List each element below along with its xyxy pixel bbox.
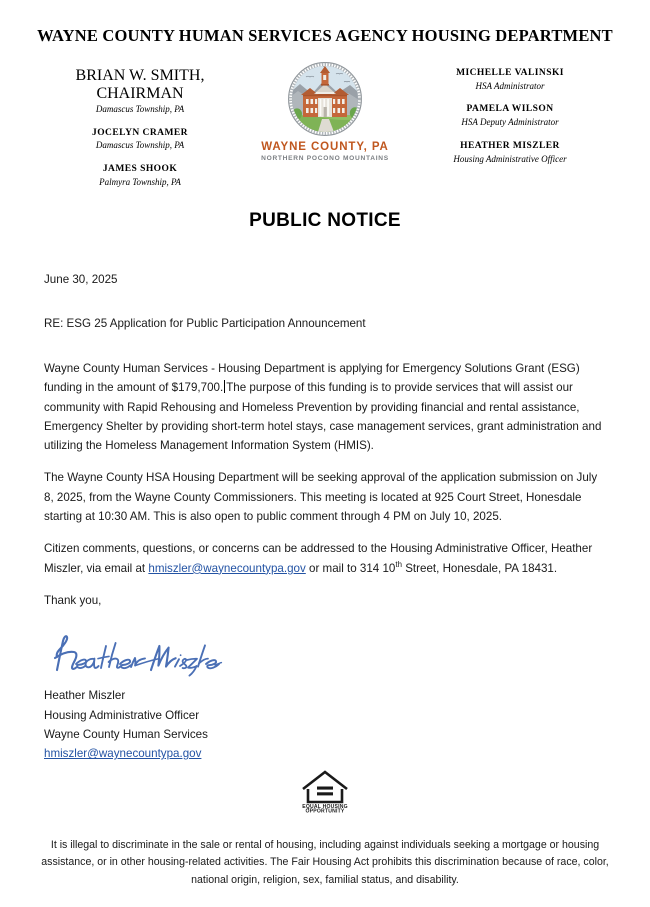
letter-closing: Thank you, [44, 593, 102, 607]
handwritten-signature-icon [49, 630, 224, 682]
signer-name: Heather Miszler [44, 689, 126, 703]
letterhead [0, 62, 650, 188]
official-subtitle: Palmyra Township, PA [99, 176, 181, 187]
official-name: MICHELLE VALINSKI [456, 68, 564, 78]
official-name: PAMELA WILSON [466, 104, 554, 115]
paragraph-comments-part-2: or mail to 314 10 [305, 561, 396, 575]
right-officials-list [400, 62, 620, 165]
official-name: JOCELYN CRAMER [92, 127, 188, 138]
email-link-hmiszler[interactable]: hmiszler@waynecountypa.gov [148, 561, 306, 575]
official-name: JAMES SHOOK [102, 164, 178, 174]
official-subtitle: Damascus Township, PA [95, 104, 185, 114]
fair-housing-disclaimer: It is illegal to discriminate in the sale or rental of housing, including against individuals seeking a mortgage or housing assistance, or in other housing-related activities. The Fair Housing Act prohibits this discrimination because of race, color, national origin, religion, sex, familial status, and disability. [41, 838, 609, 886]
county-seal [266, 62, 384, 140]
letter-subject: RE: ESG 25 Application for Public Participation Announcement [44, 316, 366, 330]
equal-housing-opportunity-icon [299, 768, 351, 814]
official-entry [400, 140, 620, 165]
page-title: WAYNE COUNTY HUMAN SERVICES AGENCY HOUSING DEPARTMENT [37, 26, 613, 45]
letter-body [0, 270, 650, 763]
signer-title: Housing Administrative Officer [44, 708, 200, 722]
paragraph-funding [44, 359, 605, 455]
left-officials-list [30, 62, 250, 188]
paragraph-comments-part-1: Citizen comments, questions, or concerns can be addressed to the Housing Administrative Officer, Heather Miszler, via email at [44, 542, 593, 575]
county-seal-block [250, 62, 400, 162]
paragraph-approval: The Wayne County HSA Housing Department will be seeking approval of the application submission on July 8, 2025, from the Wayne County Commissioners. This meeting is located at 925 Court Street, Honesdale starting at 10:30 AM. This is also open to public comment through 4 PM on July 10, 2025. [44, 471, 598, 524]
signature-details [44, 686, 605, 763]
wayne-county-courthouse-seal-icon [266, 62, 384, 140]
ordinal-suffix: th [395, 559, 402, 569]
document-footer [0, 768, 650, 890]
eho-label-line-1: EQUAL HOUSING [302, 803, 348, 810]
paragraph-funding-text-after-caret: The purpose of this funding is to provide services that will assist our community with Rapid Rehousing and Homeless Prevention by providing financial and rental assistance, Emergency Shelter by providing short-term hotel stays, case management services, grant administration and utilizing the Homeless Management Information System (HMIS). [44, 381, 602, 453]
letter-date: June 30, 2025 [44, 273, 118, 287]
official-entry [30, 67, 250, 116]
official-subtitle: Damascus Township, PA [95, 140, 185, 151]
signer-email-link[interactable]: hmiszler@waynecountypa.gov [44, 747, 202, 761]
official-entry [30, 127, 250, 152]
seal-name: WAYNE COUNTY, PA [261, 141, 389, 153]
official-entry [400, 103, 620, 128]
official-name: HEATHER MISZLER [460, 140, 560, 151]
official-entry [400, 67, 620, 92]
eho-label-line-2: OPPORTUNITY [305, 808, 345, 814]
equal-housing-logo-block [0, 768, 650, 814]
official-name: BRIAN W. SMITH, CHAIRMAN [75, 67, 205, 102]
official-entry [30, 163, 250, 188]
official-subtitle: HSA Administrator [475, 80, 545, 91]
paragraph-comments [44, 539, 605, 578]
official-subtitle: Housing Administrative Officer [453, 153, 567, 164]
seal-tagline: NORTHERN POCONO MOUNTAINS [261, 154, 389, 162]
paragraph-funding-text-before-caret: Wayne County Human Services - Housing Department is applying for Emergency Solutions Grant (ESG) funding in the amount of $179,700. [44, 362, 580, 395]
notice-heading: PUBLIC NOTICE [249, 210, 401, 232]
official-subtitle: HSA Deputy Administrator [461, 117, 559, 128]
signer-organization: Wayne County Human Services [44, 727, 208, 741]
paragraph-comments-part-3: Street, Honesdale, PA 18431. [401, 561, 558, 575]
signature-block [44, 630, 605, 763]
